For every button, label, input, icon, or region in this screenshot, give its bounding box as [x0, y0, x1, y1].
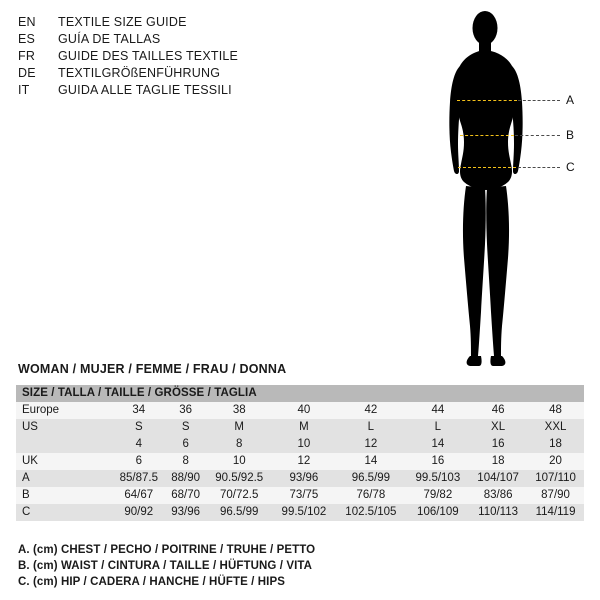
row-label: [16, 436, 112, 453]
table-header-label: SIZE / TALLA / TAILLE / GRÖSSE / TAGLIA: [16, 385, 584, 402]
cell: 73/75: [273, 487, 335, 504]
measure-band-waist: [460, 135, 514, 136]
cell: 42: [335, 402, 406, 419]
cell: 16: [407, 453, 469, 470]
female-silhouette-icon: [430, 6, 590, 376]
size-table: [16, 385, 584, 521]
cell: 93/96: [166, 504, 206, 521]
cell: XXL: [527, 419, 584, 436]
cell: 83/86: [469, 487, 527, 504]
cell: 114/119: [527, 504, 584, 521]
cell: 90/92: [112, 504, 166, 521]
leader-line-b: [515, 135, 560, 136]
cell: M: [206, 419, 273, 436]
cell: M: [273, 419, 335, 436]
cell: 20: [527, 453, 584, 470]
cell: 48: [527, 402, 584, 419]
table-row: [16, 487, 584, 504]
cell: XL: [469, 419, 527, 436]
cell: 64/67: [112, 487, 166, 504]
cell: 38: [206, 402, 273, 419]
cell: 79/82: [407, 487, 469, 504]
footnote-chest: A. (cm) CHEST / PECHO / POITRINE / TRUHE / PETTO: [18, 544, 316, 556]
cell: S: [112, 419, 166, 436]
cell: 36: [166, 402, 206, 419]
cell: 76/78: [335, 487, 406, 504]
cell: 40: [273, 402, 335, 419]
cell: S: [166, 419, 206, 436]
cell: 106/109: [407, 504, 469, 521]
leader-line-a: [518, 100, 560, 101]
cell: 96.5/99: [206, 504, 273, 521]
cell: 34: [112, 402, 166, 419]
language-title: TEXTILGRÖßENFÜHRUNG: [58, 66, 221, 80]
cell: L: [407, 419, 469, 436]
table-row: [16, 453, 584, 470]
cell: 8: [206, 436, 273, 453]
row-label: A: [16, 470, 112, 487]
measure-label-c: C: [566, 160, 575, 174]
language-title: TEXTILE SIZE GUIDE: [58, 15, 187, 29]
table-row: [16, 419, 584, 436]
table-row: [16, 504, 584, 521]
language-code: ES: [18, 32, 36, 46]
language-title: GUÍA DE TALLAS: [58, 32, 161, 46]
measure-band-chest: [457, 100, 517, 101]
cell: 110/113: [469, 504, 527, 521]
cell: 93/96: [273, 470, 335, 487]
table-row: [16, 436, 584, 453]
language-row: [18, 14, 318, 31]
cell: 4: [112, 436, 166, 453]
section-title: WOMAN / MUJER / FEMME / FRAU / DONNA: [18, 362, 287, 376]
cell: 96.5/99: [335, 470, 406, 487]
table-header-row: [16, 385, 584, 402]
cell: 8: [166, 453, 206, 470]
cell: 90.5/92.5: [206, 470, 273, 487]
measure-label-a: A: [566, 93, 575, 107]
cell: 70/72.5: [206, 487, 273, 504]
cell: 99.5/103: [407, 470, 469, 487]
cell: 18: [527, 436, 584, 453]
measure-band-hip: [458, 167, 516, 168]
language-code: FR: [18, 49, 36, 63]
cell: 16: [469, 436, 527, 453]
row-label: UK: [16, 453, 112, 470]
table-row: [16, 402, 584, 419]
language-code: EN: [18, 15, 36, 29]
language-list: [18, 14, 318, 99]
row-label: US: [16, 419, 112, 436]
cell: 44: [407, 402, 469, 419]
row-label: B: [16, 487, 112, 504]
cell: 107/110: [527, 470, 584, 487]
body-figure: [430, 6, 590, 376]
cell: 99.5/102: [273, 504, 335, 521]
footnote-hip: C. (cm) HIP / CADERA / HANCHE / HÜFTE / HIPS: [18, 576, 286, 588]
cell: 85/87.5: [112, 470, 166, 487]
cell: 14: [335, 453, 406, 470]
language-row: [18, 82, 318, 99]
cell: 6: [112, 453, 166, 470]
cell: 88/90: [166, 470, 206, 487]
language-code: IT: [18, 83, 30, 97]
language-code: DE: [18, 66, 36, 80]
cell: 10: [206, 453, 273, 470]
footnote-waist: B. (cm) WAIST / CINTURA / TAILLE / HÜFTUNG / VITA: [18, 560, 313, 572]
cell: 18: [469, 453, 527, 470]
language-row: [18, 65, 318, 82]
language-title: GUIDA ALLE TAGLIE TESSILI: [58, 83, 232, 97]
footnote-list: [18, 542, 578, 590]
cell: 68/70: [166, 487, 206, 504]
cell: 104/107: [469, 470, 527, 487]
measure-label-b: B: [566, 128, 575, 142]
cell: 6: [166, 436, 206, 453]
cell: 87/90: [527, 487, 584, 504]
table-row: [16, 470, 584, 487]
language-title: GUIDE DES TAILLES TEXTILE: [58, 49, 239, 63]
row-label: Europe: [16, 402, 112, 419]
cell: 102.5/105: [335, 504, 406, 521]
cell: 12: [273, 453, 335, 470]
language-row: [18, 48, 318, 65]
row-label: C: [16, 504, 112, 521]
cell: 14: [407, 436, 469, 453]
leader-line-c: [518, 167, 560, 168]
cell: 10: [273, 436, 335, 453]
cell: 12: [335, 436, 406, 453]
cell: L: [335, 419, 406, 436]
language-row: [18, 31, 318, 48]
cell: 46: [469, 402, 527, 419]
